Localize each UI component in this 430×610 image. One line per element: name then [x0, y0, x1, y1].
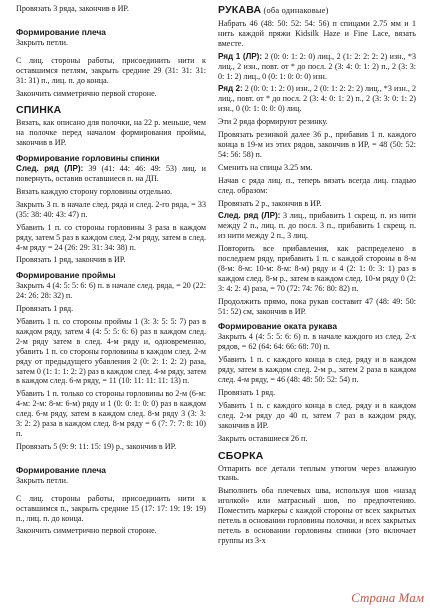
paragraph: Убавить 1 п. с каждого конца в след. ряду и в каждом ряду, затем в каждом след. 2-м р., затем 2 раза в каждом след. 4-м ряду, = 46 (48: 48: 50: 52: 54) п.	[218, 355, 416, 385]
armhole-heading: Формирование проймы	[16, 270, 116, 281]
paragraph: Закрыть 4 (4: 5: 5: 6: 6) п. в начале каждого из след. 2-х рядов, = 62 (64: 64: 66: 68: 70) п.	[218, 332, 416, 352]
back-heading: СПИНКА	[16, 104, 62, 117]
paragraph: Закрыть 3 п. в начале след. ряда и след. 2-го ряда, = 33 (35: 38: 40: 43: 47) п.	[16, 199, 206, 219]
paragraph: Провязать 2 р., закончив в ИР.	[218, 198, 322, 208]
paragraph	[218, 84, 416, 114]
paragraph: Провязать 5 (9: 9: 11: 15: 19) р., закончив в ИР.	[16, 441, 177, 451]
paragraph	[16, 164, 206, 184]
paragraph: Провязать 1 ряд.	[16, 304, 74, 314]
paragraph: Убавить 1 п. со стороны проймы 1 (3: 3: 5: 5: 7) раз в каждом ряду, затем 4 (4: 5: 5: 6: 6) раз в каждом след. 2-м ряду затем в след. 4-м ряду и, одновременно, убавить 1 п. со стороны горловины в каждом след. 2-м ряду от предыдущего убавления 2 (0: 2: 1: 2: 2) раза, затем 0 (1: 1: 1: 2: 2) раз в каждом след. 4-м ряду, затем в каждом след. 6-м ряду, = 11 (10: 11: 11: 11: 13) п.	[16, 317, 206, 386]
paragraph: Закрыть 4 (4: 5: 5: 6: 6) п. в начале след. ряда, = 20 (22: 24: 26: 28: 32) п.	[16, 281, 206, 301]
paragraph: Провязать 1 ряд.	[218, 388, 276, 397]
paragraph: Отпарить все детали теплым утюгом через влажную ткань.	[218, 463, 416, 483]
paragraph: Эти 2 ряда формируют резинку.	[218, 117, 328, 127]
paragraph: Вязать, как описано для полочки, на 22 р. меньше, чем на полочке перед началом формирования проймы, закончив в ИР.	[16, 118, 206, 148]
paragraph: Закрыть оставшиеся 26 п.	[218, 433, 308, 443]
paragraph	[218, 52, 416, 82]
site-watermark: Страна Мам	[351, 590, 424, 605]
paragraph: Провязать резинкой далее 36 р., прибавив 1 п. каждого конца в 19-м из этих рядов, закончив в ИР, = 48 (50: 52: 54: 56: 58) п.	[218, 130, 416, 159]
paragraph: Закончить симметрично первой стороне.	[16, 88, 157, 98]
row-text: 3 лиц., прибавить 1 скрещ. п. из нити между 2 п., лиц. п. до посл. 3 п., прибавить 1 скрещ. п. из нити между 2 п., 3 лиц.	[218, 211, 416, 241]
row-label: След. ряд (ЛР):	[218, 211, 281, 221]
row-text: 2 (0: 0: 1: 2: 0) лиц., 2 (1: 2: 2: 2: 2) изн., *3 лиц., 2 изн., повт. от * до посл. 2 (3: 4: 0: 1: 2) п., 2 (3: 3: 0: 1: 2) лиц., 0 (0: 1: 0: 0: 0) изн.	[218, 51, 416, 81]
paragraph: Повторить все прибавления, как распределено в последнем ряду, прибавить 1 п. с каждой стороны в 8-м (8-м: 8-м: 10-м: 8-м: 8-м) ряду и 4 (2: 1: 0: 3: 1) раз в каждом след. 8-м р., затем в каждом след. 10-м ряду 0 (2: 3: 4: 2: 4) раза, = 70 (72: 74: 76: 80: 82) п.	[218, 244, 416, 293]
paragraph: Провязать 1 ряд, закончив в ИР.	[16, 255, 126, 265]
shoulder-heading: Формирование плеча	[16, 26, 106, 37]
paragraph: Закрыть петли.	[16, 475, 68, 485]
row-label: Ряд 2:	[218, 84, 243, 94]
right-column	[218, 4, 416, 549]
sleeves-note: (оба одинаковые)	[261, 6, 329, 15]
paragraph: Продолжить прямо, пока рукав составит 47 (48: 49: 50: 51: 52) см, закончив в ИР.	[218, 296, 416, 316]
sleeves-title: РУКАВА	[218, 4, 262, 16]
paragraph: Убавить 1 п. со стороны горловины 3 раза в каждом ряду, затем 5 раз в каждом след. 2-м ряду, затем в след. 4-м ряду = 24 (26: 29: 31: 34: 38) п.	[16, 222, 206, 252]
paragraph: Выполнить оба плечевых шва, используя шов «назад иголкой» или матрасный шов, по предпочтению. Поместить маркеры с каждой стороны от всех закрытых петель в основании горловины полочки, и всех закрытых петель в основании горловины спинки (это включает группы из 3-х	[218, 486, 416, 545]
sleeve-cap-heading: Формирование оката рукава	[218, 321, 337, 332]
paragraph: Убавить 1 п. только со стороны горловины во 2-м (6-м: 4-м: 2-м: 8-м: 6-м) ряду и 1 (0: 0: 1: 0: 0) раз в каждом след. 6-м ряду, затем в каждом след. 8-м ряду 3 (3: 3: 3: 2: 2) раза в каждом след. 8-м ряду = 6 (7: 7: 7: 8: 10) п.	[16, 389, 206, 438]
paragraph: Закончить симметрично первой стороне.	[16, 526, 157, 536]
left-column	[16, 4, 206, 539]
sleeves-heading	[218, 4, 416, 17]
row-label: След. ряд (ЛР):	[16, 164, 84, 174]
row-text: 39 (41: 44: 46: 49: 53) лиц. и повернуть, оставив оставшиеся п. на ДП.	[16, 164, 206, 184]
paragraph: Сменить на спицы 3.25 мм.	[218, 162, 313, 172]
row-label: Ряд 1 (ЛР):	[218, 51, 263, 61]
paragraph: Набрать 46 (48: 50: 52: 54: 56) п спицами 2.75 мм и 1 нить каждой пряжи Kidsilk Haze и Fine Lace, вязать вместе.	[218, 19, 416, 48]
paragraph: Убавить 1 п. с каждого конца в след. ряду и в каждом след. 2-м ряду до 40 п, затем 7 раз в каждом ряду, закончив в ИР.	[218, 400, 416, 430]
shoulder-heading: Формирование плеча	[16, 464, 106, 475]
back-neck-heading: Формирование горловины спинки	[16, 153, 160, 164]
paragraph	[218, 211, 416, 241]
assembly-heading: СБОРКА	[218, 449, 264, 462]
paragraph: С лиц. стороны работы, присоединить нити к оставшимся петлям, закрыть средние 29 (31: 31: 31: 31: 31) п., лиц. п. до конца.	[16, 55, 206, 85]
paragraph: Вязать каждую сторону горловины отдельно.	[16, 186, 173, 196]
paragraph: Начав с ряда лиц. п., теперь вязать всегда лиц. гладью след. образом:	[218, 175, 416, 195]
paragraph: Закрыть петли.	[16, 37, 68, 47]
intro-line: Провязать 3 ряда, закончив в ИР.	[16, 4, 129, 13]
row-text: 2 (0: 0: 1: 2: 0) изн., 2 (0: 1: 2: 2: 2) лиц., *3 изн., 2 лиц., повт. от * до посл. 2 (3: 4: 0: 1: 2) п., 2 (3: 3: 0: 1: 2) изн., 0 (0: 1: 0: 0: 0) лиц.	[218, 84, 416, 114]
paragraph: С лиц. стороны работы, присоединить нити к оставшимся п., закрыть средние 15 (17: 17: 19: 19: 19) п., лиц. п. до конца.	[16, 493, 206, 523]
